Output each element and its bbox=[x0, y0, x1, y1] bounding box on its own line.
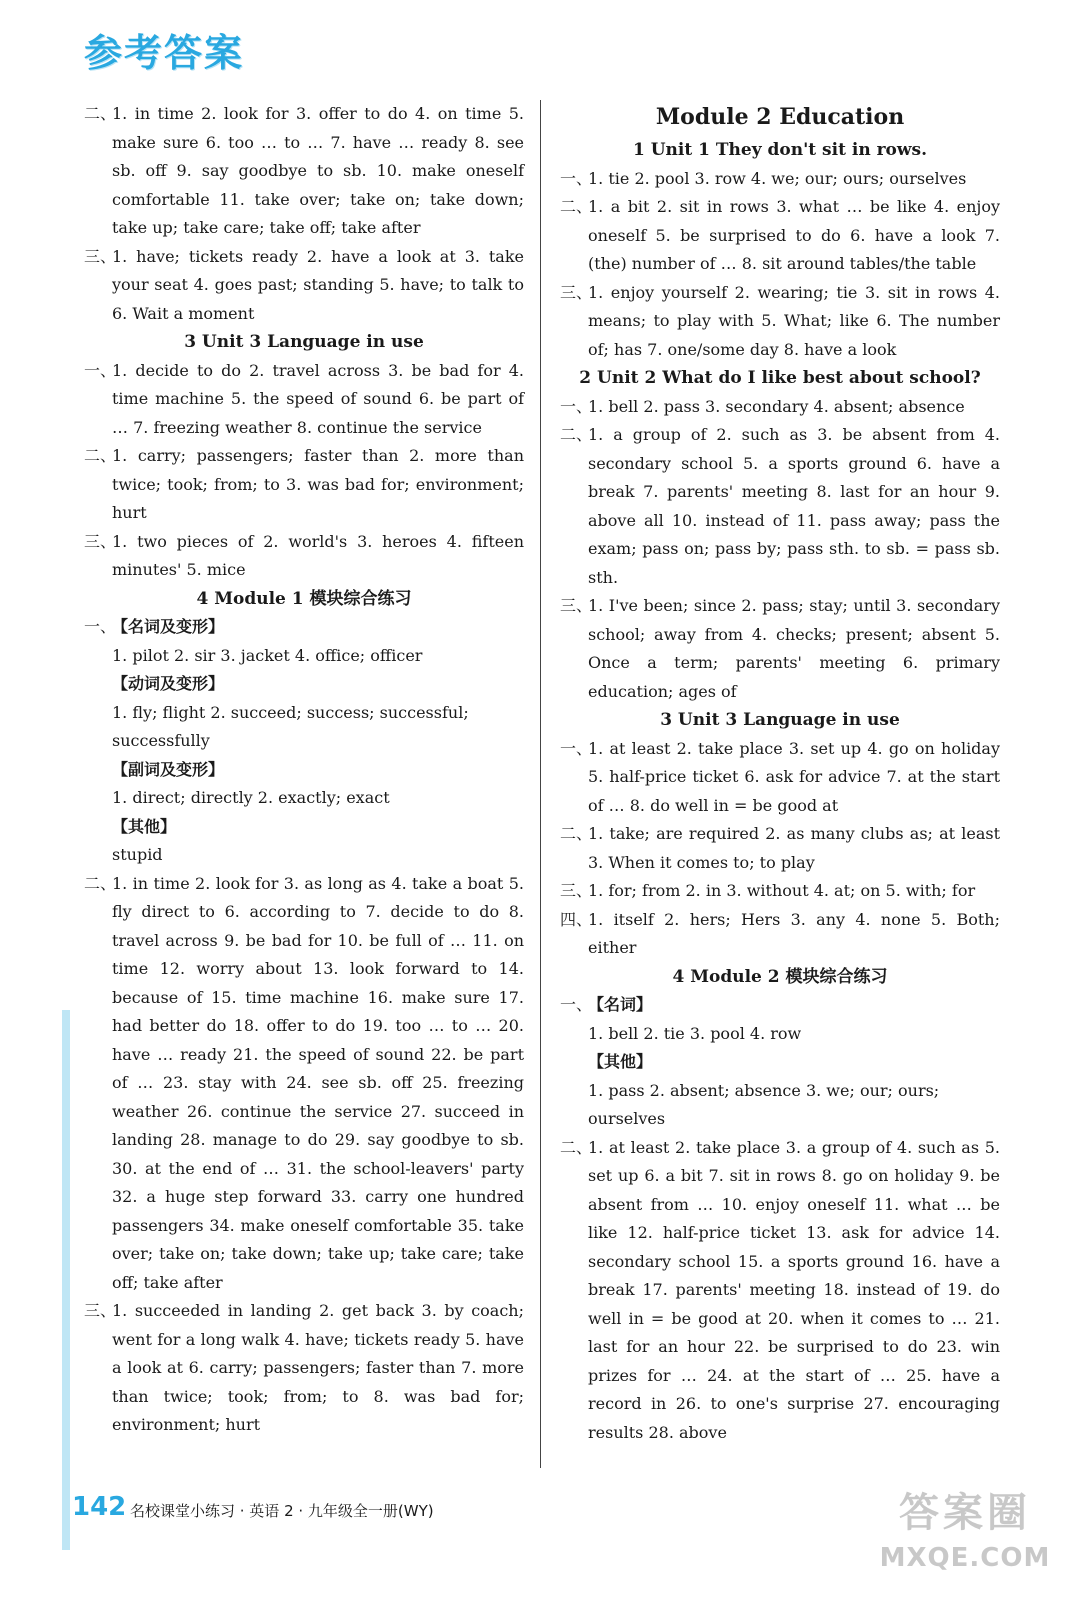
answer-block bbox=[84, 870, 524, 1298]
watermark-text: 答案圈 bbox=[899, 1490, 1031, 1536]
answer-block bbox=[560, 592, 1000, 706]
section-number: 三、 bbox=[560, 282, 593, 302]
section-number: 一、 bbox=[560, 168, 593, 188]
answer-text: 1. in time 2. look for 3. as long as 4. take a boat 5. fly direct to 6. according to 7. decide to do 8. travel across 9. be bad for 10. be full of … 11. on time 12. worry about 13. look forward to 14. because of 15. time machine 16. make sure 17. had better do 18. offer to do 19. too … to … 20. have … ready 21. the speed of sound 22. be part of … 23. stay with 24. see sb. off 25. freezing weather 26. continue the service 27. succeed in landing 28. manage to do 29. say goodbye to sb. 30. at the end of … 31. the school-leavers' party 32. a huge step forward 33. carry one hundred passengers 34. make oneself comfortable 35. take over; take on; take down; take up; take care; take off; take after bbox=[112, 873, 524, 1292]
answer-block bbox=[560, 820, 1000, 877]
answer-text: 1. pilot 2. sir 3. jacket 4. office; officer bbox=[112, 645, 423, 665]
answer-text: 1. enjoy yourself 2. wearing; tie 3. sit in rows 4. means; to play with 5. What; like 6. The number of; has 7. one/some day 8. have a look bbox=[588, 282, 1000, 359]
side-decoration-bar bbox=[62, 1010, 70, 1550]
module-review-heading: 4 Module 2 模块综合练习 bbox=[672, 966, 888, 987]
book-title: 名校课堂小练习 · 英语 2 · 九年级全一册(WY) bbox=[130, 1502, 434, 1520]
answer-block bbox=[560, 735, 1000, 821]
unit-heading: 2 Unit 2 What do I like best about school? bbox=[579, 368, 981, 388]
answer-text: 1. decide to do 2. travel across 3. be bad for 4. time machine 5. the speed of sound 6. be part of … 7. freezing weather 8. continue the service bbox=[112, 360, 524, 437]
section-number: 一、 bbox=[84, 617, 117, 636]
answer-block bbox=[560, 279, 1000, 365]
answer-text: 1. direct; directly 2. exactly; exact bbox=[112, 788, 390, 807]
section-number: 三、 bbox=[560, 596, 593, 615]
section-number: 一、 bbox=[560, 396, 593, 416]
section-number: 三、 bbox=[84, 246, 117, 266]
left-column bbox=[84, 100, 524, 1440]
category-label: 【名词】 bbox=[588, 995, 653, 1014]
module-review-heading: 4 Module 1 模块综合练习 bbox=[196, 588, 412, 609]
answer-text: 1. at least 2. take place 3. a group of 4. such as 5. set up 6. a bit 7. sit in rows 8. go on holiday 9. be absent from … 10. enjoy oneself 11. what … be like 12. half-price ticket 13. ask for advice 14. secondary school 15. a sports ground 16. have a break 17. parents' meeting 18. instead of 19. do well in = be good at 20. when it comes to … 21. last for an hour 22. be surprised to do 23. win prizes for … 24. at the start of … 25. have a record in 26. to one's surprise 27. encouraging results 28. above bbox=[588, 1137, 1000, 1442]
answer-text: 1. bell 2. tie 3. pool 4. row bbox=[588, 1023, 802, 1043]
answer-text: 1. succeeded in landing 2. get back 3. by coach; went for a long walk 4. have; tickets ready 5. have a look at 6. carry; passengers; faster than 7. more than twice; took; from; to 8. was bad for; environment; hurt bbox=[112, 1301, 524, 1434]
section-number: 三、 bbox=[84, 531, 117, 551]
section-number: 二、 bbox=[560, 1137, 593, 1157]
section-number: 三、 bbox=[560, 881, 593, 900]
answer-text: 1. I've been; since 2. pass; stay; until 3. secondary school; away from 4. checks; present; absent 5. Once a term; parents' meeting 6. primary education; ages of bbox=[588, 596, 1000, 701]
answer-text: 1. carry; passengers; faster than 2. more than twice; took; from; to 3. was bad for; environment; hurt bbox=[112, 446, 524, 522]
answer-block bbox=[84, 100, 524, 243]
section-number: 一、 bbox=[560, 995, 593, 1014]
column-divider bbox=[540, 100, 541, 1468]
answer-block bbox=[560, 906, 1000, 963]
unit-heading: 3 Unit 3 Language in use bbox=[660, 710, 900, 730]
section-number: 二、 bbox=[84, 446, 117, 465]
page-number: 142 bbox=[72, 1492, 127, 1522]
answer-text: 1. tie 2. pool 3. row 4. we; our; ours; ourselves bbox=[588, 168, 967, 188]
answer-text: 1. at least 2. take place 3. set up 4. go on holiday 5. half-price ticket 6. ask for advice 7. at the start of … 8. do well in = be good at bbox=[588, 738, 1000, 815]
answer-block bbox=[84, 357, 524, 443]
section-number: 二、 bbox=[84, 104, 117, 123]
category-label: 【其他】 bbox=[112, 816, 177, 836]
category-label: 【动词及变形】 bbox=[112, 674, 225, 693]
section-number: 二、 bbox=[560, 197, 593, 216]
category-label: 【其他】 bbox=[588, 1052, 653, 1071]
answer-block bbox=[560, 1134, 1000, 1448]
section-number: 二、 bbox=[560, 824, 593, 843]
answer-block bbox=[560, 193, 1000, 279]
answer-block bbox=[84, 613, 524, 642]
section-number: 三、 bbox=[84, 1301, 117, 1320]
watermark-logo bbox=[870, 1485, 1060, 1595]
section-number: 二、 bbox=[84, 873, 117, 893]
answer-block bbox=[84, 243, 524, 329]
answer-text: 1. have; tickets ready 2. have a look at 3. take your seat 4. goes past; standing 5. have; to talk to 6. Wait a moment bbox=[112, 246, 524, 323]
answer-text: 1. a bit 2. sit in rows 3. what … be like 4. enjoy oneself 5. be surprised to do 6. have a look 7. (the) number of … 8. sit around tables/the table bbox=[588, 197, 1000, 273]
module-title: Module 2 Education bbox=[655, 104, 905, 130]
unit-heading: 1 Unit 1 They don't sit in rows. bbox=[632, 140, 928, 160]
section-number: 一、 bbox=[84, 360, 117, 380]
category-label: 【名词及变形】 bbox=[112, 617, 225, 636]
answer-text: 1. itself 2. hers; Hers 3. any 4. none 5. Both; either bbox=[588, 909, 1000, 957]
section-number: 一、 bbox=[560, 738, 593, 758]
category-label: 【副词及变形】 bbox=[112, 759, 225, 779]
right-column bbox=[560, 100, 1000, 1447]
answer-text: 1. bell 2. pass 3. secondary 4. absent; absence bbox=[588, 396, 965, 416]
answer-text: 1. in time 2. look for 3. offer to do 4. on time 5. make sure 6. too … to … 7. have … ready 8. see sb. off 9. say goodbye to sb. 10. make oneself comfortable 11. take over; take on; take down; take up; take care; take off; take after bbox=[112, 104, 524, 237]
answer-text: 1. two pieces of 2. world's 3. heroes 4. fifteen minutes' 5. mice bbox=[112, 531, 524, 579]
answer-text: 1. take; are required 2. as many clubs as; at least 3. When it comes to; to play bbox=[588, 824, 1000, 872]
answer-block bbox=[560, 165, 1000, 194]
answer-block bbox=[560, 877, 1000, 906]
answer-block bbox=[560, 991, 1000, 1020]
answer-block bbox=[560, 421, 1000, 592]
answer-block bbox=[84, 528, 524, 585]
page-title: 参考答案 bbox=[84, 31, 245, 75]
answer-text: stupid bbox=[112, 845, 163, 864]
section-number: 二、 bbox=[560, 425, 593, 444]
answer-text: 1. a group of 2. such as 3. be absent from 4. secondary school 5. a sports ground 6. have a break 7. parents' meeting 8. last for an hour 9. above all 10. instead of 11. pass away; pass the exam; pass on; pass by; pass sth. to sb. = pass sb. sth. bbox=[588, 425, 1000, 587]
unit-heading: 3 Unit 3 Language in use bbox=[184, 332, 424, 352]
answer-text: 1. for; from 2. in 3. without 4. at; on 5. with; for bbox=[588, 881, 976, 900]
answer-block bbox=[84, 442, 524, 528]
answer-text: 1. pass 2. absent; absence 3. we; our; ours; ourselves bbox=[588, 1080, 940, 1128]
answer-block bbox=[560, 393, 1000, 422]
watermark-url: MXQE.COM bbox=[879, 1543, 1051, 1573]
section-number: 四、 bbox=[560, 909, 593, 929]
answer-block bbox=[84, 1297, 524, 1440]
answer-text: 1. fly; flight 2. succeed; success; successful; successfully bbox=[112, 702, 469, 750]
